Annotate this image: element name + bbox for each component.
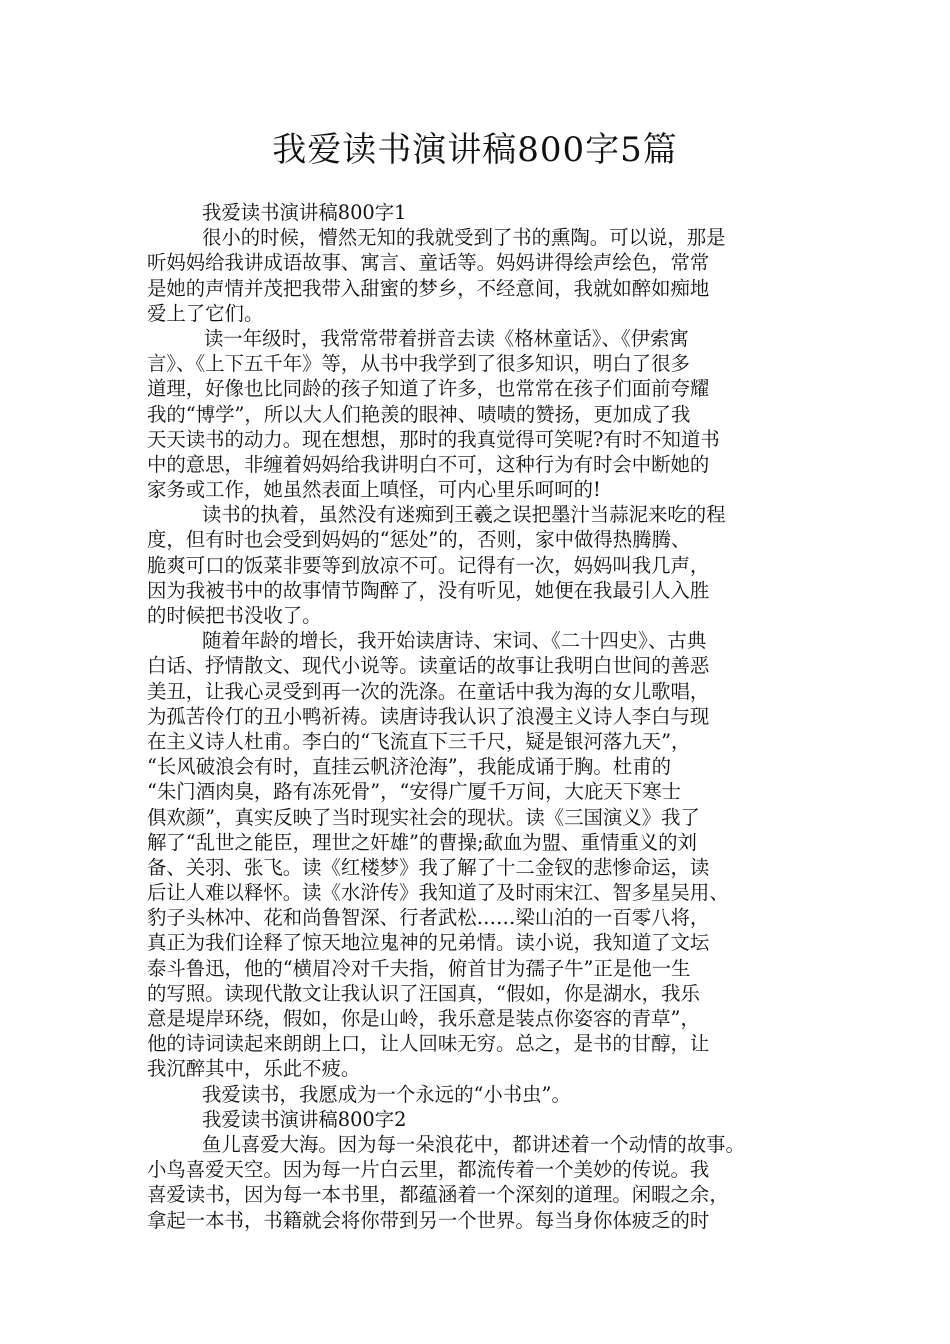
text-line: 度，但有时也会受到妈妈的“惩处”的，否则，家中做得热腾腾、	[147, 528, 691, 552]
text-line: 天天读书的动力。现在想想，那时的我真觉得可笑呢?有时不知道书	[147, 427, 720, 451]
text-line: 爱上了它们。	[147, 301, 264, 325]
text-line: 真正为我们诠释了惊天地泣鬼神的兄弟情。读小说，我知道了文坛	[147, 931, 710, 955]
text-line: 美丑，让我心灵受到再一次的洗涤。在童话中我为海的女儿歌唱，	[147, 679, 710, 703]
text-line: 随着年龄的增长，我开始读唐诗、宋词、《二十四史》、古典	[202, 629, 707, 653]
text-line: 解了“乱世之能臣，理世之奸雄”的曹操;歃血为盟、重情重义的刘	[147, 830, 697, 854]
text-line: 的写照。读现代散文让我认识了汪国真，“假如，你是湖水，我乐	[147, 981, 700, 1005]
text-line: 他的诗词读起来朗朗上口，让人回味无穷。总之，是书的甘醇，让	[147, 1032, 710, 1056]
text-line: 豹子头林冲、花和尚鲁智深、行者武松……梁山泊的一百零八将，	[147, 906, 710, 930]
text-line: 道理，好像也比同龄的孩子知道了许多，也常常在孩子们面前夸耀	[147, 377, 710, 401]
text-line: 备、关羽、张飞。读《红楼梦》我了解了十二金钗的悲惨命运，读	[147, 855, 710, 879]
text-line: 中的意思，非缠着妈妈给我讲明白不可，这种行为有时会中断她的	[147, 452, 710, 476]
text-line: 我爱读书演讲稿800字1	[202, 201, 407, 224]
text-line: 很小的时候，懵然无知的我就受到了书的熏陶。可以说，那是	[202, 226, 726, 250]
text-line: 言》、《上下五千年》等，从书中我学到了很多知识，明白了很多	[147, 352, 690, 376]
text-line: “朱门酒肉臭，路有冻死骨”，“安得广厦千万间，大庇天下寒士	[147, 780, 681, 804]
text-line: 我爱读书，我愿成为一个永远的“小书虫”。	[202, 1082, 571, 1106]
text-line: 喜爱读书，因为每一本书里，都蕴涵着一个深刻的道理。闲暇之余，	[147, 1183, 729, 1207]
text-line: 的时候把书没收了。	[147, 604, 322, 627]
text-line: 我爱读书演讲稿800字2	[202, 1107, 407, 1131]
text-line: 意是堤岸环绕，假如，你是山岭，我乐意是装点你姿容的青草”，	[147, 1007, 700, 1030]
text-line: 小鸟喜爱天空。因为每一片白云里，都流传着一个美妙的传说。我	[147, 1158, 710, 1182]
text-line: 为孤苦伶仃的丑小鸭祈祷。读唐诗我认识了浪漫主义诗人李白与现	[147, 704, 710, 728]
text-line: 听妈妈给我讲成语故事、寓言、童话等。妈妈讲得绘声绘色，常常	[147, 251, 710, 275]
text-line: 脆爽可口的饭菜非要等到放凉不可。记得有一次，妈妈叫我几声，	[147, 553, 710, 577]
text-line: 拿起一本书，书籍就会将你带到另一个世界。每当身你体疲乏的时	[147, 1208, 710, 1232]
text-line: 读一年级时，我常常带着拼音去读《格林童话》、《伊索寓	[204, 326, 689, 350]
text-line: 俱欢颜”，真实反映了当时现实社会的现状。读《三国演义》我了	[147, 805, 700, 829]
text-line: 因为我被书中的故事情节陶醉了，没有听见，她便在我最引人入胜	[147, 578, 710, 602]
text-line: 我的“博学”，所以大人们艳羡的眼神、啧啧的赞扬，更加成了我	[147, 402, 691, 426]
text-line: 后让人难以释怀。读《水浒传》我知道了及时雨宋江、智多星吴用、	[147, 881, 729, 905]
text-line: 泰斗鲁迅，他的“横眉冷对千夫指，俯首甘为孺子牛”正是他一生	[147, 956, 691, 980]
text-line: 家务或工作，她虽然表面上嗔怪，可内心里乐呵呵的!	[147, 478, 601, 502]
document-title: 我爱读书演讲稿800字5篇	[272, 130, 678, 170]
text-line: 我沉醉其中，乐此不疲。	[147, 1057, 361, 1081]
text-line: 白话、抒情散文、现代小说等。读童话的故事让我明白世间的善恶	[147, 654, 710, 678]
text-line: 鱼儿喜爱大海。因为每一朵浪花中，都讲述着一个动情的故事。	[202, 1132, 745, 1156]
document-body	[147, 200, 815, 1233]
text-line: “长风破浪会有时，直挂云帆济沧海”，我能成诵于胸。杜甫的	[147, 755, 671, 779]
text-line: 在主义诗人杜甫。李白的“飞流直下三千尺，疑是银河落九天”，	[147, 729, 691, 753]
text-line: 读书的执着，虽然没有迷痴到王羲之误把墨汁当蒜泥来吃的程	[202, 503, 726, 527]
text-line: 是她的声情并茂把我带入甜蜜的梦乡，不经意间，我就如醉如痴地	[147, 276, 710, 300]
